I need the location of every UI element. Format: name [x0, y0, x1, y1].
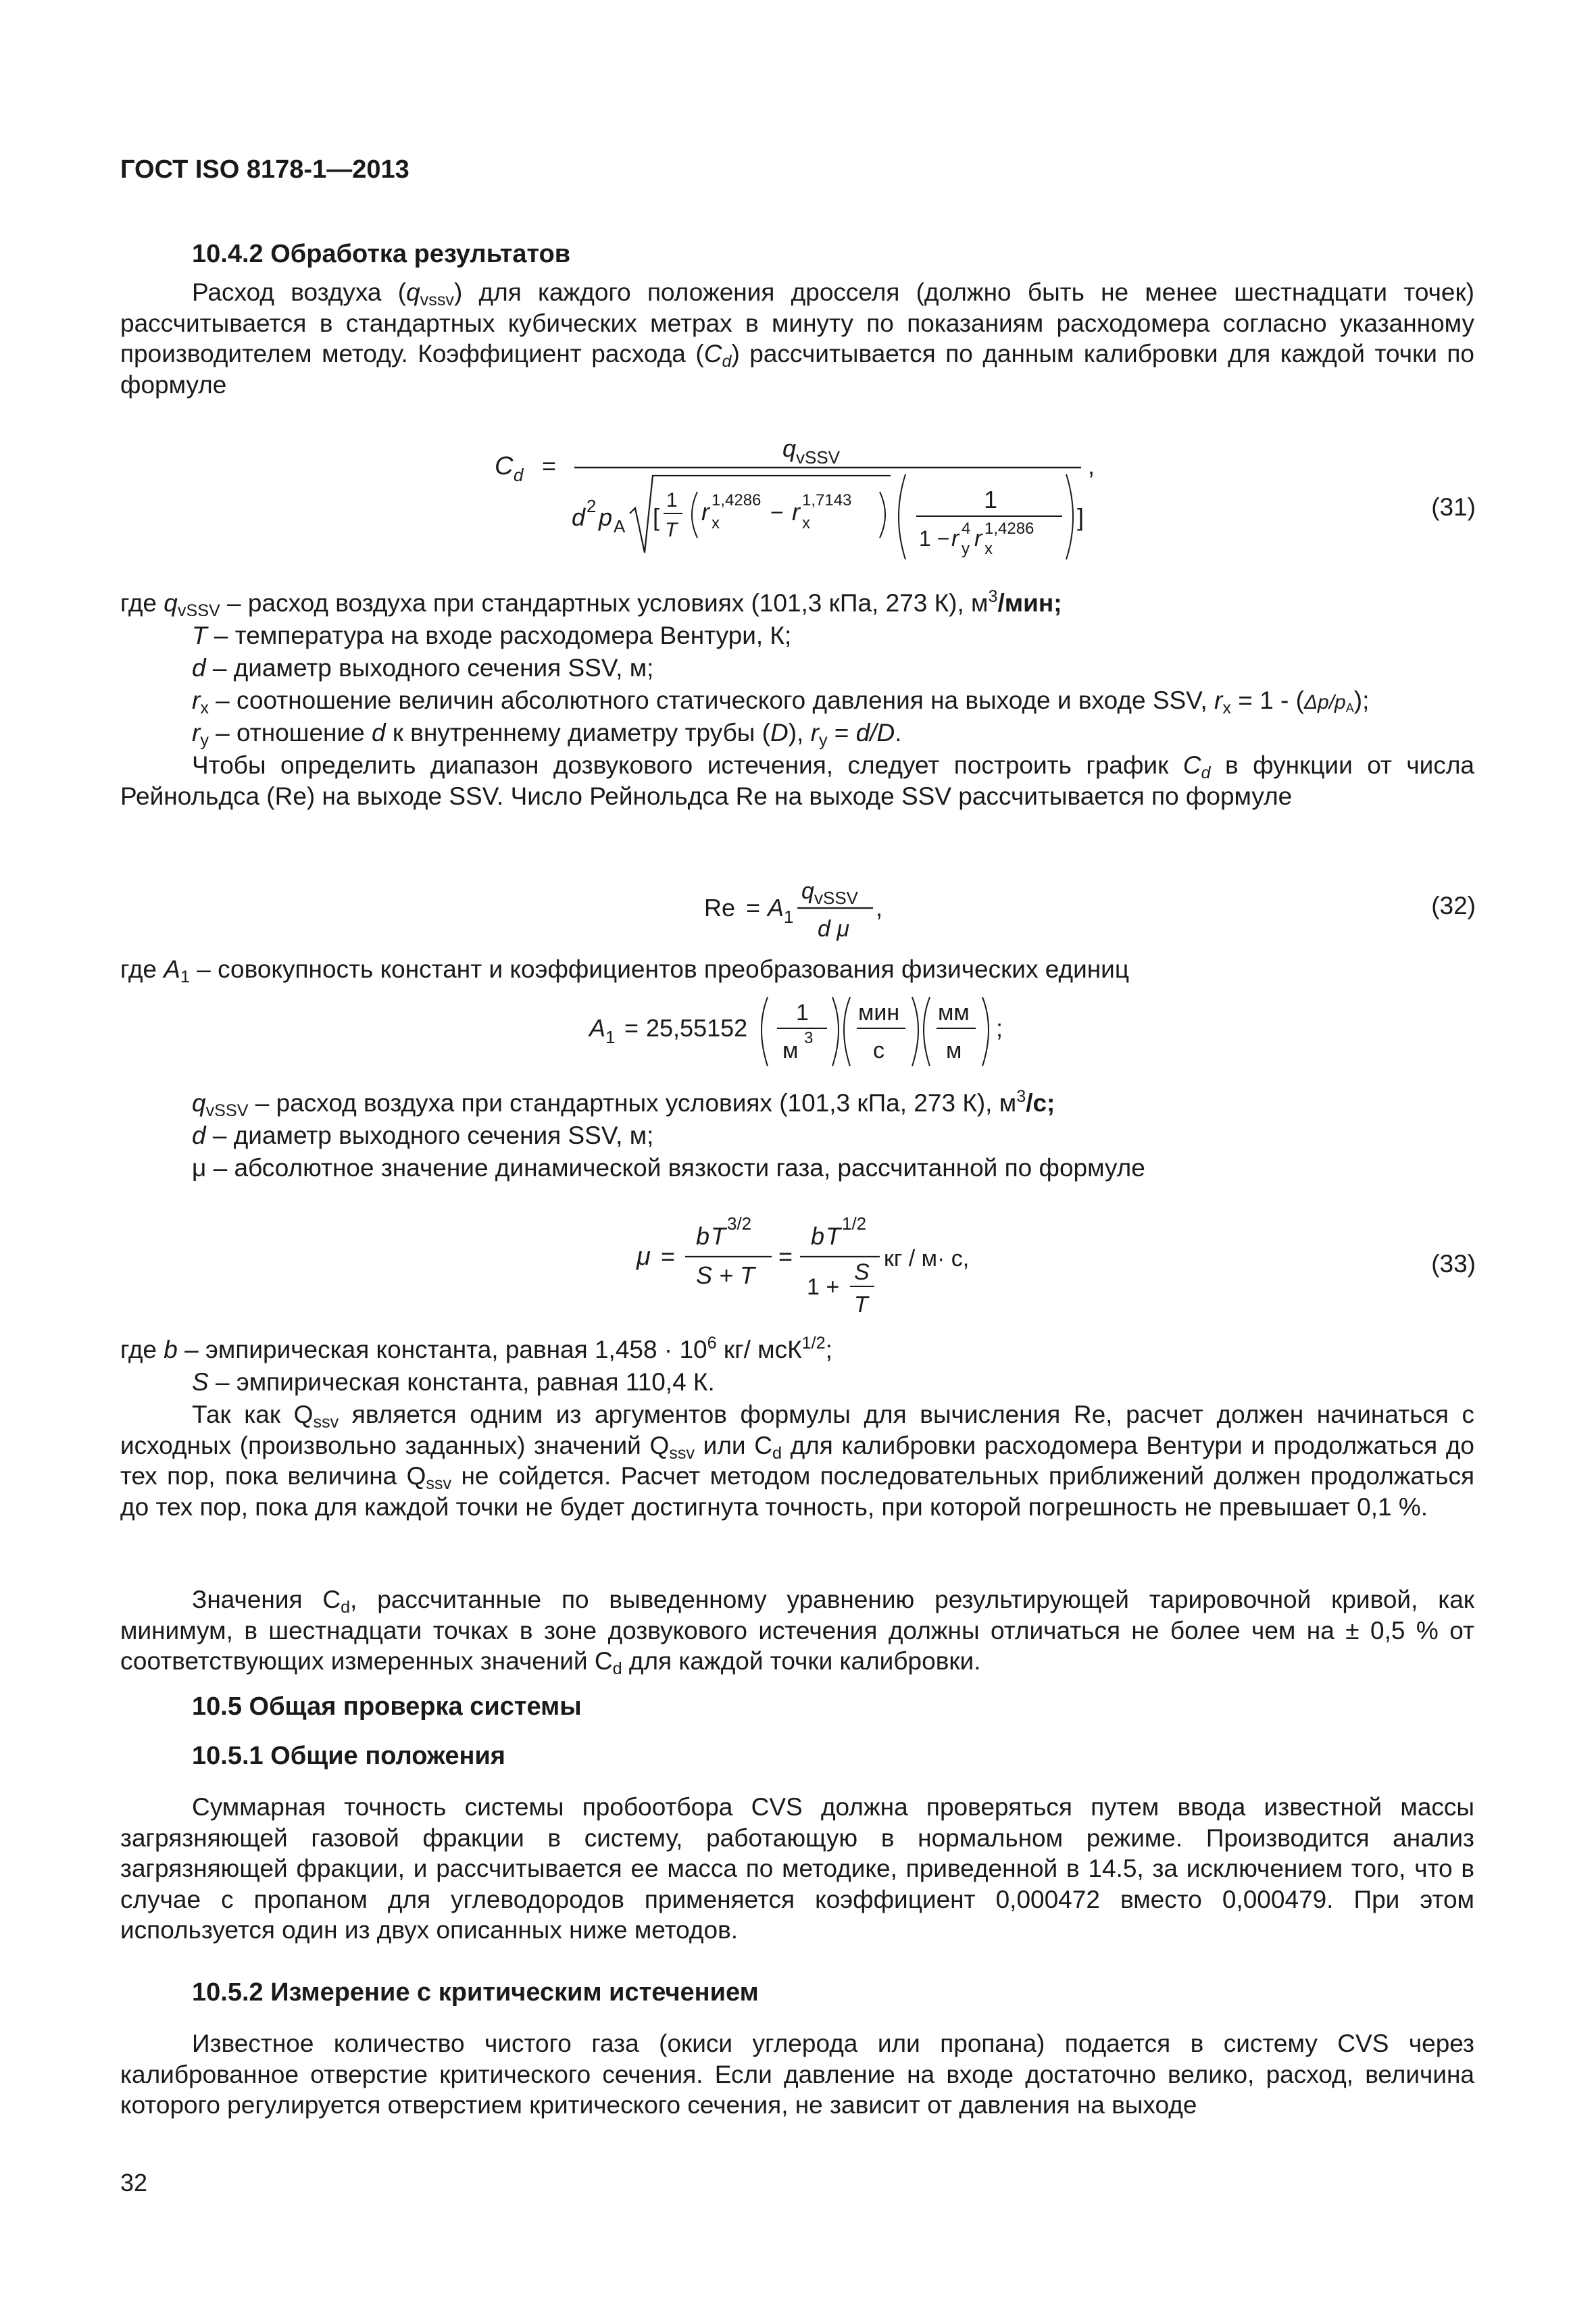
svg-text:1,4286: 1,4286	[712, 491, 762, 509]
page-number: 32	[120, 2169, 148, 2196]
svg-text:мм: мм	[938, 1000, 970, 1026]
where-S: S – эмпирическая константа, равная 110,4 К.	[192, 1368, 715, 1396]
svg-text:y: y	[962, 540, 970, 558]
svg-text:b: b	[811, 1222, 825, 1250]
svg-text:p: p	[599, 503, 613, 531]
svg-text:1 −: 1 −	[919, 526, 950, 551]
svg-text:,: ,	[876, 894, 883, 922]
svg-text:q: q	[782, 434, 797, 462]
svg-text:=: =	[778, 1242, 793, 1270]
svg-text:кг / м· с,: кг / м· с,	[884, 1246, 970, 1272]
svg-text:1: 1	[984, 486, 998, 513]
where-mu: μ – абсолютное значение динамической вязкости газа, рассчитанной по формуле	[192, 1154, 1145, 1182]
svg-text:3: 3	[804, 1029, 814, 1047]
svg-text:25,55152: 25,55152	[646, 1014, 748, 1042]
svg-text:1: 1	[796, 1000, 809, 1026]
svg-text:T: T	[665, 519, 678, 541]
svg-text:,: ,	[1088, 452, 1095, 480]
paragraph-critical-flow: Известное количество чистого газа (окиси углерода или пропана) подается в систему CVS через калиброванное отверстие критического сечения. Если давление на входе достаточно велико, расход, величина которого регулируется отверстием критического сечения, не зависит от давления на выходе	[120, 2030, 1474, 2119]
standard-header: ГОСТ ISO 8178-1—2013	[120, 155, 409, 184]
svg-text:d: d	[514, 465, 524, 485]
svg-text:;: ;	[996, 1014, 1003, 1042]
where-ry: $r_y$ – отношение d к внутреннему диаметру трубы (D), $r_y = d/D$.	[192, 719, 902, 751]
svg-text:Re: Re	[704, 894, 736, 922]
paragraph-general: Суммарная точность системы пробоотбора CVS должна проверяться путем ввода известной массы загрязняющей газовой фракции в систему, работающую в нормальном режиме. Производится анализ загрязняющей фракции, и рассчитывается ее масса по методике, приведенной в 14.5, за исключением того, что в случае с пропаном для углеводородов применяется коэффициент 0,000472 вместо 0,000479. При этом используется один из двух описанных ниже методов.	[120, 1793, 1474, 1944]
svg-text:C: C	[495, 452, 514, 480]
svg-text:с: с	[873, 1038, 884, 1063]
svg-text:r: r	[701, 498, 709, 526]
svg-text:b: b	[696, 1222, 710, 1250]
svg-text:r: r	[792, 498, 800, 526]
paragraph-airflow: Расход воздуха $(q_{vssv})$ для каждого положения дросселя (должно быть не менее шестнадцати точек) рассчитывается в стандартных кубических метрах в минуту по показаниям расходомера согласно указанному производителем методу. Коэффициент расхода $(C_d)$ рассчитывается по данным калибровки для каждой точки по формуле	[120, 278, 1475, 399]
where-d: d – диаметр выходного сечения SSV, м;	[192, 654, 654, 682]
svg-text:T: T	[854, 1292, 868, 1317]
where-qvssv: где $q_{vSSV}$ – расход воздуха при стандартных условиях (101,3 кПа, 273 К), $м^3$/мин;	[120, 587, 1062, 621]
svg-text:м: м	[782, 1038, 799, 1063]
section-heading-10-4-2: 10.4.2 Обработка результатов	[192, 240, 571, 268]
svg-text:1: 1	[666, 489, 678, 511]
svg-text:м: м	[946, 1038, 962, 1063]
svg-text:[: [	[653, 503, 660, 531]
svg-text:=: =	[746, 894, 761, 922]
where-qvssv-2: $q_{vSSV}$ – расход воздуха при стандартных условиях (101,3 кПа, 273 К), $м^3/с$;	[192, 1087, 1055, 1121]
where-rx: $r_x$ – соотношение величин абсолютного статического давления на выходе и входе SSV, $r_x = 1 - (\Delta p/p_A)$;	[192, 686, 1370, 718]
svg-text:A: A	[768, 894, 784, 922]
svg-text:=: =	[542, 452, 557, 480]
svg-text:vSSV: vSSV	[796, 447, 841, 468]
svg-text:x: x	[712, 514, 720, 532]
svg-text:4: 4	[962, 520, 971, 538]
equation-32	[696, 865, 932, 953]
svg-text:]: ]	[1077, 503, 1084, 531]
svg-text:1 +: 1 +	[807, 1274, 840, 1300]
svg-text:μ: μ	[637, 1242, 651, 1271]
svg-text:vSSV: vSSV	[814, 888, 859, 908]
svg-text:d: d	[572, 503, 586, 531]
equation-33-number: (33)	[1431, 1250, 1476, 1278]
equation-A1	[581, 986, 1027, 1074]
svg-text:1/2: 1/2	[842, 1213, 867, 1234]
where-T: T – температура на входе расходомера Вентури, К;	[192, 622, 792, 649]
section-heading-10-5-1: 10.5.1 Общие положения	[192, 1742, 505, 1770]
svg-text:1: 1	[605, 1027, 616, 1047]
svg-text:=: =	[661, 1242, 676, 1270]
svg-text:q: q	[801, 878, 814, 904]
equation-33	[628, 1196, 1007, 1331]
section-heading-10-5: 10.5 Общая проверка системы	[192, 1692, 582, 1721]
equation-31	[487, 432, 1128, 581]
svg-text:1,7143: 1,7143	[802, 491, 852, 509]
paragraph-reynolds: Чтобы определить диапазон дозвукового истечения, следует построить график $C_d$ в функции от числа Рейнольдса (Re) на выходе SSV. Число Рейнольдса Re на выходе SSV рассчитывается по формуле	[120, 751, 1474, 810]
paragraph-iteration: Так как $Q_{ssv}$ является одним из аргументов формулы для вычисления Re, расчет должен начинаться с исходных (произвольно заданных) значений $Q_{ssv}$ или $C_d$ для калибровки расходомера Вентури и продолжаться до тех пор, пока величина $Q_{ssv}$ не сойдется. Расчет методом последовательных приближений должен продолжаться до тех пор, пока для каждой точки не будет достигнута точность, при которой погрешность не превышает 0,1 %.	[120, 1401, 1474, 1521]
svg-text:=: =	[624, 1014, 639, 1042]
svg-text:r: r	[974, 526, 982, 551]
svg-text:r: r	[951, 526, 959, 551]
section-heading-10-5-2: 10.5.2 Измерение с критическим истечением	[192, 1978, 759, 2007]
svg-text:−: −	[770, 500, 784, 526]
svg-text:S + T: S + T	[696, 1261, 755, 1289]
svg-text:1: 1	[784, 907, 794, 927]
svg-text:S: S	[854, 1259, 870, 1285]
svg-text:T: T	[826, 1222, 841, 1250]
svg-text:T: T	[711, 1222, 726, 1250]
svg-text:3/2: 3/2	[727, 1213, 752, 1234]
svg-text:A: A	[589, 1014, 606, 1042]
where-A1: где $A_1$ – совокупность констант и коэффициентов преобразования физических единиц	[120, 955, 1130, 987]
where-d-2: d – диаметр выходного сечения SSV, м;	[192, 1122, 654, 1149]
svg-text:мин: мин	[858, 1000, 900, 1026]
equation-31-number: (31)	[1431, 493, 1476, 521]
equation-32-number: (32)	[1431, 892, 1476, 920]
svg-text:x: x	[984, 540, 993, 558]
svg-text:d μ: d μ	[818, 916, 849, 942]
svg-text:A: A	[614, 516, 626, 536]
paragraph-cd-values: Значения $C_d$, рассчитанные по выведенному уравнению результирующей тарировочной кривой, как минимум, в шестнадцати точках в зоне дозвукового истечения должны отличаться не более чем на ± 0,5 % от соответствующих измеренных значений $C_d$ для каждой точки калибровки.	[120, 1586, 1474, 1679]
svg-text:x: x	[802, 514, 810, 532]
where-b: где b – эмпирическая константа, равная $1,458 \cdot 10^6$ кг/ мсК$^{1/2}$;	[120, 1334, 832, 1363]
svg-text:1,4286: 1,4286	[984, 520, 1034, 538]
svg-text:2: 2	[587, 496, 597, 516]
